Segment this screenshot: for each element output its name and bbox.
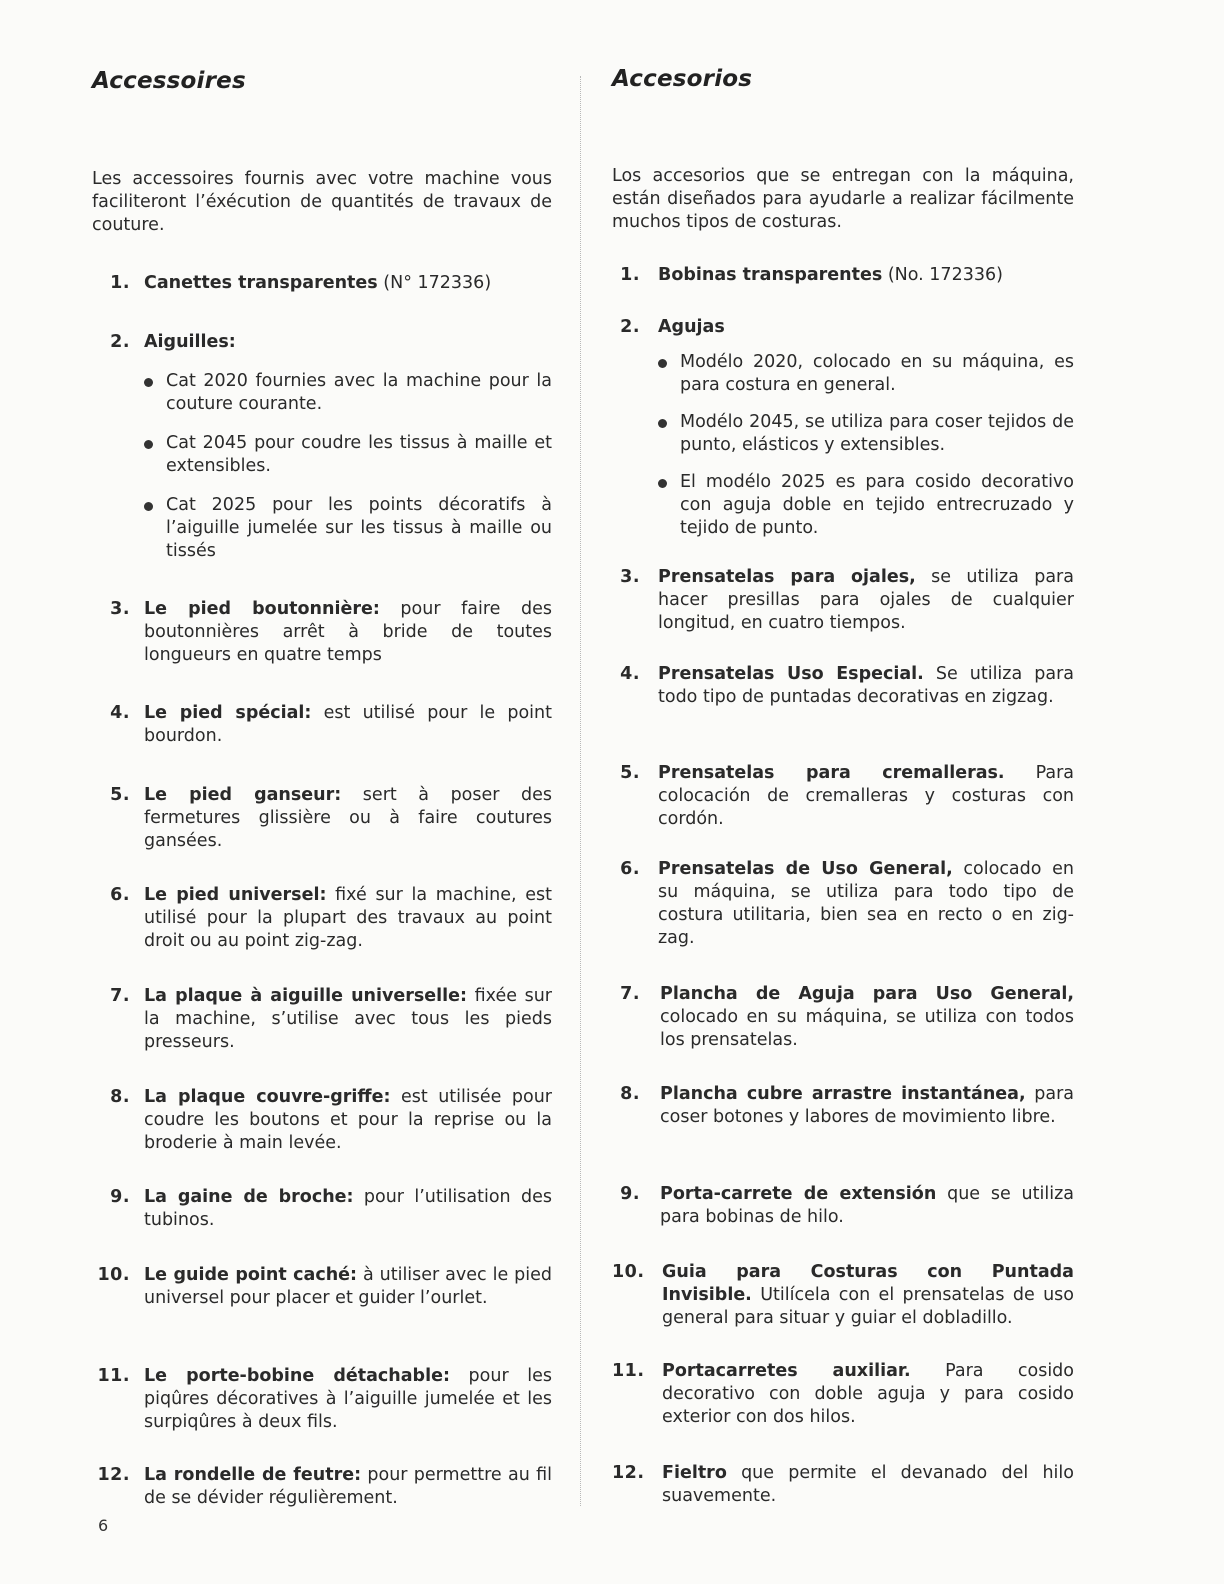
bullet-icon <box>658 479 667 488</box>
bullet-icon <box>144 378 153 387</box>
column-divider <box>580 76 581 1506</box>
page-number: 6 <box>98 1516 109 1535</box>
french-column: Accessoires Les accessoires fournis avec votre machine vous faciliteront l’éxécution de quantités de travaux de couture. 1. Canettes transparentes (N° 172336) 2. Aiguilles: Cat 2020 fournies avec la machine pour la couture courante. Cat 2045 pour coudre les tissus à maille et extensibles. Cat 2025 pour les points décoratifs à l’aiguille jumelée sur les tissus à maille ou tissés 3. Le pied boutonnière: pour faire des boutonnières arrêt à bride de toutes longueurs en quatre temps 4. Le pied spécial: est utilisé pour le point bourdon. 5. Le pied ganseur: sert à poser des fermetures glissière ou à faire coutures gansées. 6. Le pied universel: fixé sur la machine, est utilisé pour la plupart des travaux au point droit ou au point zig-zag. 7. La plaque à aiguille universelle: fixée sur la machine, s’utilise avec tous les pieds presseurs. 8. La plaque couvre-griffe: est utilisée pour coudre les boutons et pour la reprise ou la broderie à main levée. 9. La gaine de broche: pour l’utilisation des tubinos. 10. Le guide point caché: à utiliser avec le pied universel pour placer et guider l’ourlet. 11. Le porte-bobine détachable: pour les piqûres décoratives à l’aiguille jumelée et les surpiqûres à deux fils. 12. La rondelle de feutre: pour permettre au fil de se dévider régulièrement. <box>92 68 553 1508</box>
bullet-item: Cat 2025 pour les points décoratifs à l’aiguille jumelée sur les tissus à maille ou tissés <box>144 494 552 563</box>
spanish-intro: Los accesorios que se entregan con la máquina, están diseñados para ayudarle a realizar fácilmente muchos tipos de costuras. <box>612 166 1074 232</box>
bullet-item: Cat 2045 pour coudre les tissus à maille et extensibles. <box>144 432 552 478</box>
bullet-icon <box>658 359 667 368</box>
bullet-item: Modélo 2020, colocado en su máquina, es para costura en general. <box>658 351 1074 397</box>
french-title: Accessoires <box>92 68 246 94</box>
bullet-icon <box>658 419 667 428</box>
bullet-item: Cat 2020 fournies avec la machine pour la couture courante. <box>144 370 552 416</box>
spanish-title: Accesorios <box>612 66 753 92</box>
bullet-item: Modélo 2045, se utiliza para coser tejidos de punto, elásticos y extensibles. <box>658 411 1074 457</box>
bullet-item: El modélo 2025 es para cosido decorativo con aguja doble en tejido entrecruzado y tejido de punto. <box>658 471 1074 540</box>
bullet-icon <box>144 440 153 449</box>
spanish-column: Accesorios Los accesorios que se entregan con la máquina, están diseñados para ayudarle a realizar fácilmente muchos tipos de costuras. 1. Bobinas transparentes (No. 172336) 2. Agujas Modélo 2020, colocado en su máquina, es para costura en general. Modélo 2045, se utiliza para coser tejidos de punto, elásticos y extensibles. El modélo 2025 es para cosido decorativo con aguja doble en tejido entrecruzado y tejido de punto. 3. Prensatelas para ojales, se utiliza para hacer presillas para ojales de cualquier longitud, en cuatro tiempos. 4. Prensatelas Uso Especial. Se utiliza para todo tipo de puntadas decorativas en zigzag. 5. Prensatelas para cremalleras. Para colocación de cremalleras y costuras con cordón. 6. Prensatelas de Uso General, colocado en su máquina, se utiliza para todo tipo de costura utilitaria, bien sea en recto o en zig-zag. 7. Plancha de Aguja para Uso General, colocado en su máquina, se utiliza con todos los prensatelas. 8. Plancha cubre arrastre instantánea, para coser botones y labores de movimiento libre. 9. Porta-carrete de extensión que se utiliza para bobinas de hilo. 10. Guia para Costuras con Puntada Invisible. Utilícela con el prensatelas de uso general para situar y guiar el dobladillo. 11. Portacarretes auxiliar. Para cosido decorativo con doble aguja y para cosido exterior con dos hilos. 12. Fieltro que permite el devanado del hilo suavemente. <box>612 66 1074 1506</box>
bullet-icon <box>144 502 153 511</box>
french-intro: Les accessoires fournis avec votre machine vous faciliteront l’éxécution de quantités de travaux de couture. <box>92 169 552 235</box>
